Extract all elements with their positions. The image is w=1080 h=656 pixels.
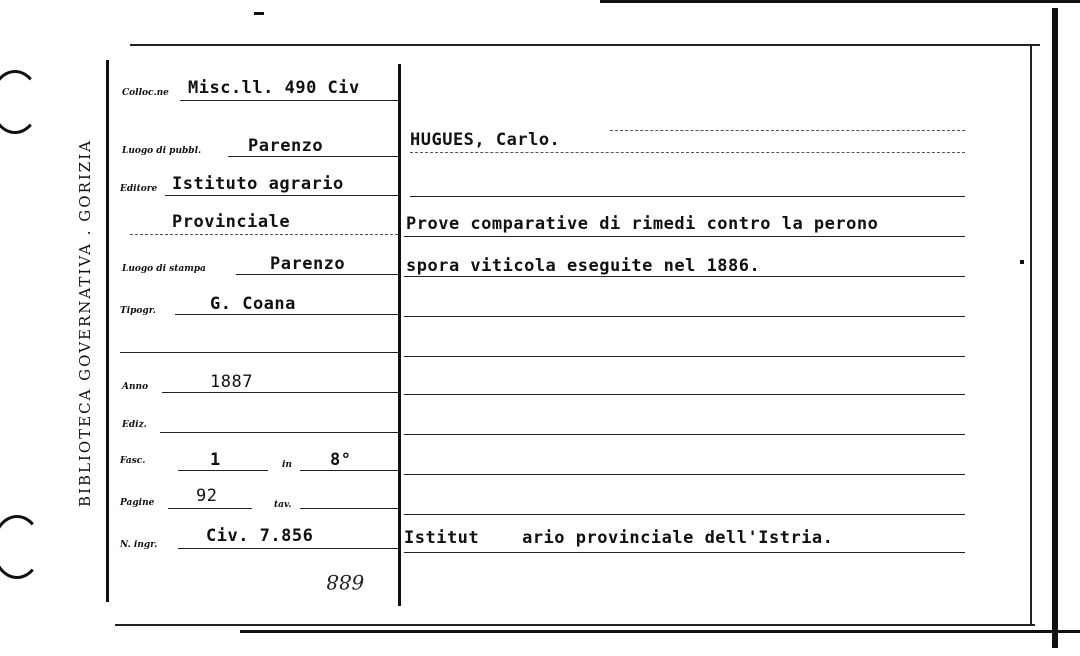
collocazione-rule	[180, 100, 398, 101]
fasc-in-label: in	[282, 460, 292, 470]
editore-value-line2: Provinciale	[172, 212, 291, 232]
pagine-value: 92	[196, 486, 218, 506]
n-ingr-label: N. ingr.	[120, 540, 158, 550]
handwritten-number: 688	[326, 570, 365, 594]
n-ingr-rule	[178, 548, 398, 549]
card-bottom-border	[115, 624, 1035, 626]
fasc-label: Fasc.	[120, 456, 146, 466]
editore-rule-2	[130, 234, 398, 235]
card-top-border	[130, 44, 1040, 46]
title-rule-1	[404, 236, 965, 237]
right-blank-rule-6	[404, 474, 965, 475]
right-blank-rule-2	[404, 316, 965, 317]
left-column-rule	[106, 60, 109, 602]
pagine-rule	[168, 508, 252, 509]
library-stamp-vertical: BIBLIOTECA GOVERNATIVA . GORIZIA	[76, 139, 94, 507]
title-line-1: Prove comparative di rimedi contro la perono	[406, 214, 879, 234]
punch-hole-bottom	[0, 515, 42, 579]
author-name: HUGUES, Carlo.	[410, 130, 561, 150]
title-rule-2	[404, 276, 965, 277]
author-rule	[410, 152, 965, 153]
right-blank-rule-4	[404, 394, 965, 395]
note-text: Istitut ario provinciale dell'Istria.	[404, 528, 834, 548]
fasc-value: 1	[210, 450, 221, 470]
scan-top-edge	[600, 0, 1080, 3]
collocazione-value: Misc.ll. 490 Civ	[188, 78, 360, 98]
blank-rule-left	[120, 352, 398, 353]
tipografo-label: Tipogr.	[120, 306, 156, 316]
luogo-stampa-value: Parenzo	[270, 254, 346, 274]
title-line-2: spora viticola eseguite nel 1886.	[406, 256, 761, 276]
tav-rule	[300, 508, 398, 509]
luogo-stampa-rule	[236, 274, 398, 275]
stray-mark	[254, 12, 264, 15]
format-value: 8°	[330, 450, 352, 470]
fasc-rule	[178, 470, 268, 471]
scan-bottom-edge	[240, 630, 1080, 633]
card-right-edge	[1030, 44, 1032, 624]
right-blank-rule-3	[404, 356, 965, 357]
editore-rule	[165, 195, 398, 196]
anno-rule	[162, 392, 398, 393]
collocazione-label: Colloc.ne	[122, 88, 169, 98]
luogo-stampa-label: Luogo di stampa	[122, 264, 206, 274]
anno-label: Anno	[122, 382, 149, 392]
right-blank-rule-7	[404, 514, 965, 515]
anno-value: 1887	[210, 372, 253, 392]
tav-label: tav.	[274, 500, 292, 510]
n-ingr-value: Civ. 7.856	[206, 526, 314, 546]
luogo-pubbl-value: Parenzo	[248, 136, 324, 156]
format-rule	[300, 470, 398, 471]
author-rule-upper	[610, 130, 965, 131]
edizione-label: Ediz.	[122, 420, 147, 430]
note-rule	[404, 552, 965, 553]
luogo-pubbl-rule	[228, 156, 398, 157]
punch-hole-top	[0, 70, 40, 134]
editore-label: Editore	[120, 184, 158, 194]
tipografo-value: G. Coana	[210, 294, 296, 314]
edizione-rule	[160, 432, 398, 433]
luogo-pubbl-label: Luogo di pubbl.	[122, 146, 202, 156]
tipografo-rule	[175, 314, 398, 315]
editore-value: Istituto agrario	[172, 174, 344, 194]
right-blank-rule-5	[404, 434, 965, 435]
middle-column-rule	[398, 64, 401, 606]
stray-dot	[1020, 260, 1024, 264]
pagine-label: Pagine	[120, 498, 155, 508]
scan-right-edge	[1052, 8, 1058, 648]
right-blank-rule-1	[410, 196, 965, 197]
